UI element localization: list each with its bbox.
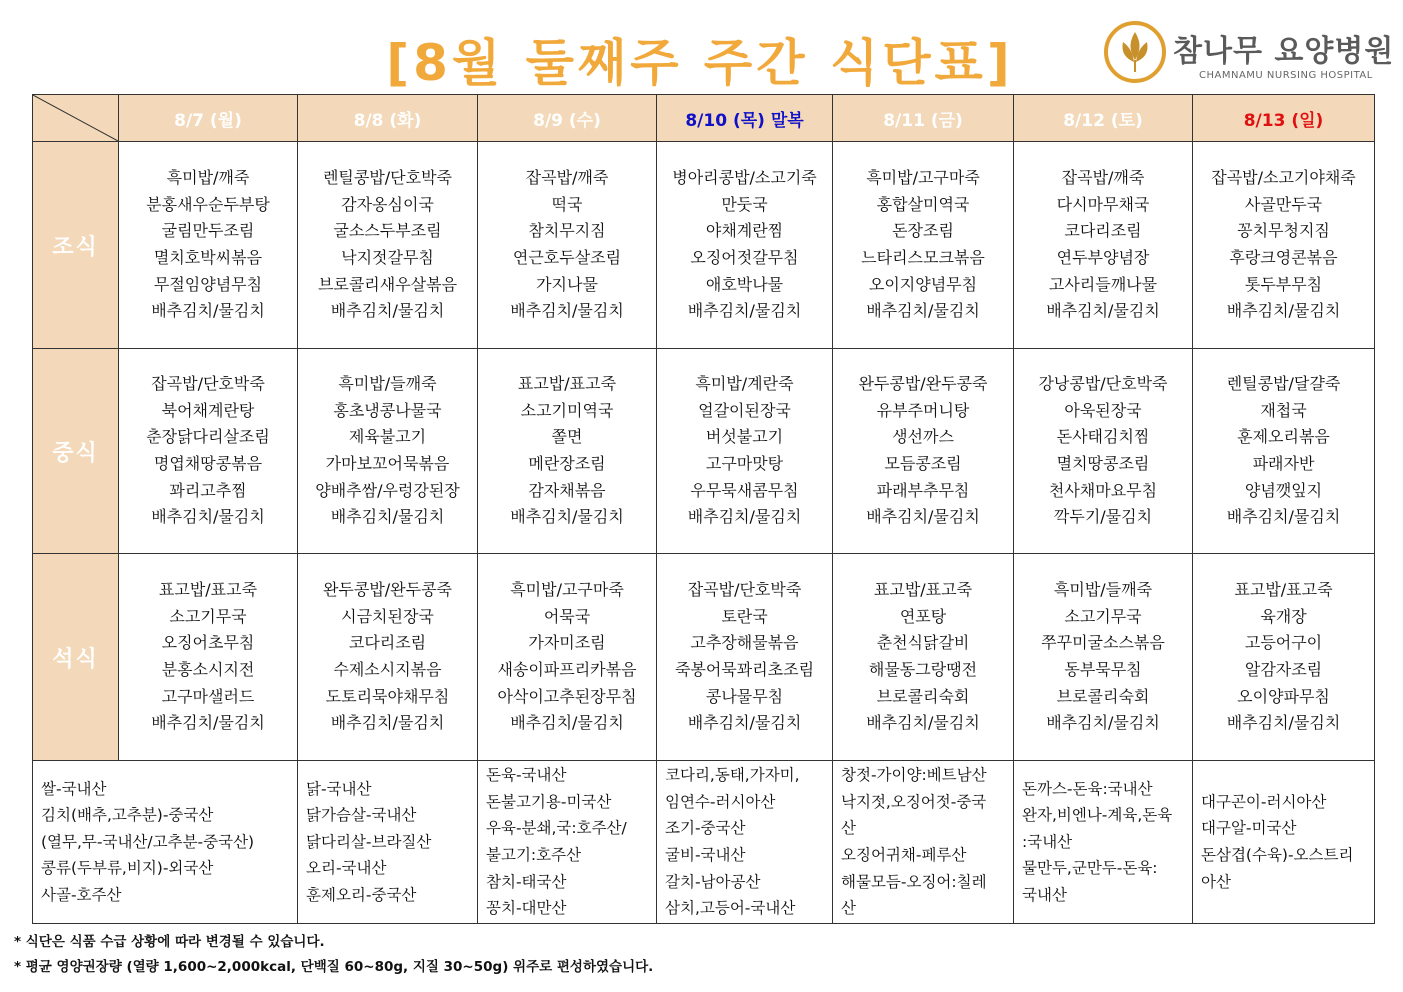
- menu-item: 흑미밥/계란죽: [695, 373, 794, 393]
- menu-item: 해물동그랑땡전: [868, 660, 978, 679]
- menu-item: 파래부추무침: [876, 480, 970, 500]
- menu-item: 시금치된장국: [341, 606, 434, 626]
- menu-cell: [657, 349, 833, 554]
- origin-line: 조기-중국산: [665, 819, 746, 838]
- menu-item: 오이지양념무침: [868, 274, 978, 294]
- origin-line: 돈삼겹(수육)-오스트리: [1201, 846, 1354, 864]
- origin-line: 훈제오리-중국산: [306, 885, 417, 904]
- origin-line: :국내산: [1022, 832, 1073, 851]
- menu-item: 배추김치/물김치: [510, 301, 624, 321]
- menu-item: 배추김치/물김치: [510, 507, 624, 527]
- origin-cell: [33, 761, 298, 924]
- menu-item: 새송이파프리카볶음: [497, 660, 637, 679]
- menu-item: 토란국: [721, 606, 768, 626]
- menu-item: 다시마무채국: [1056, 194, 1150, 214]
- origin-line: 임연수-러시아산: [665, 792, 776, 811]
- menu-item: 흑미밥/들깨죽: [1053, 579, 1153, 599]
- menu-item: 어묵국: [543, 606, 591, 626]
- menu-item: 동부묵무침: [1064, 660, 1142, 679]
- menu-cell: [119, 142, 298, 349]
- origin-line: 콩류(두부류,비지)-외국산: [41, 859, 214, 878]
- menu-item: 코다리조림: [348, 633, 427, 653]
- origin-line: 코다리,동태,가자미,: [665, 766, 800, 785]
- menu-item: 분홍새우순두부탕: [146, 194, 270, 214]
- menu-item: 배추김치/물김치: [1046, 301, 1160, 321]
- origin-cell: [657, 761, 833, 924]
- menu-item: 배추김치/물김치: [687, 507, 802, 527]
- day-header-fri: 8/11 (금): [833, 95, 1014, 142]
- origin-line: 산: [841, 819, 856, 838]
- menu-item: 가자미조림: [528, 633, 606, 653]
- day-header-sat: 8/12 (토): [1014, 95, 1193, 142]
- origin-line: 낙지젓,오징어젓-중국: [841, 792, 987, 811]
- menu-item: 낙지젓갈무침: [341, 248, 434, 267]
- origin-line: 불고기:호주산: [486, 846, 582, 864]
- menu-item: 고구마샐러드: [161, 686, 255, 706]
- menu-item: 춘장닭다리살조림: [146, 427, 270, 447]
- menu-item: 고사리들깨나물: [1048, 274, 1158, 294]
- footnotes: [14, 930, 653, 980]
- menu-item: 유부주머니탕: [876, 400, 970, 420]
- menu-item: 흑미밥/들깨죽: [338, 373, 437, 393]
- menu-item: 브로콜리숙회: [1056, 686, 1150, 706]
- menu-item: 배추김치/물김치: [866, 301, 980, 321]
- menu-item: 얼갈이된장국: [698, 400, 791, 420]
- menu-item: 명엽채땅콩볶음: [153, 454, 263, 473]
- origin-line: 국내산: [1022, 885, 1067, 904]
- menu-item: 굴림만두조림: [161, 221, 255, 241]
- menu-cell: [1014, 554, 1193, 761]
- menu-item: 배추김치/물김치: [866, 507, 980, 527]
- origin-cell: [833, 761, 1014, 924]
- origin-line: 물만두,군만두-돈육:: [1022, 859, 1158, 878]
- menu-item: 아삭이고추된장무침: [497, 686, 637, 706]
- menu-cell: [298, 142, 478, 349]
- menu-cell: [1193, 349, 1375, 554]
- menu-item: 배추김치/물김치: [330, 507, 445, 527]
- menu-item: 배추김치/물김치: [330, 301, 445, 321]
- menu-cell: [657, 554, 833, 761]
- page-title: [8월 둘째주 주간 식단표]: [386, 34, 1014, 92]
- menu-cell: [478, 554, 657, 761]
- menu-item: 브로콜리새우살볶음: [317, 274, 458, 294]
- menu-item: 감자옹심이국: [341, 194, 434, 214]
- menu-item: 톳두부무침: [1244, 274, 1323, 294]
- origin-cell: [298, 761, 478, 924]
- origin-line: 오리-국내산: [306, 859, 387, 878]
- origin-line: 해물모듬-오징어:칠레: [841, 872, 987, 891]
- menu-item: 가지나물: [536, 274, 598, 294]
- menu-item: 배추김치/물김치: [1226, 301, 1341, 321]
- menu-item: 꽁치무청지짐: [1237, 221, 1330, 241]
- menu-item: 배추김치/물김치: [1046, 713, 1160, 733]
- menu-item: 홍합살미역국: [876, 194, 970, 214]
- menu-item: 파래자반: [1252, 454, 1315, 473]
- day-header-tue: 8/8 (화): [298, 95, 478, 142]
- menu-item: 쭈꾸미굴소스볶음: [1041, 633, 1165, 653]
- day-header-row: [33, 95, 1375, 142]
- origin-line: 갈치-남아공산: [665, 872, 761, 891]
- menu-cell: [833, 349, 1014, 554]
- menu-cell: [478, 349, 657, 554]
- menu-item: 고구마맛탕: [705, 454, 784, 473]
- menu-item: 배추김치/물김치: [151, 507, 265, 527]
- menu-item: 잡곡밥/단호박죽: [687, 579, 802, 599]
- origin-line: 굴비-국내산: [665, 846, 746, 864]
- menu-item: 잡곡밥/깨죽: [525, 167, 609, 187]
- menu-cell: [478, 142, 657, 349]
- origin-line: 닭다리살-브라질산: [306, 832, 432, 851]
- origin-line: 오징어귀채-페루산: [841, 846, 967, 864]
- menu-item: 오징어젓갈무침: [690, 248, 799, 267]
- menu-item: 애호박나물: [705, 274, 784, 294]
- menu-item: 우무묵새콤무침: [690, 480, 799, 500]
- origin-line: 아산: [1201, 872, 1231, 891]
- menu-item: 후랑크영콘볶음: [1229, 248, 1338, 267]
- menu-item: 렌틸콩밥/단호박죽: [322, 167, 453, 187]
- menu-item: 홍초냉콩나물국: [333, 400, 442, 420]
- menu-item: 오이양파무침: [1237, 686, 1330, 706]
- menu-item: 참치무지짐: [528, 221, 606, 241]
- day-header-thu: 8/10 (목) 말복: [657, 95, 833, 142]
- menu-item: 사골만두국: [1244, 194, 1323, 214]
- meal-label: 조식: [33, 142, 119, 349]
- logo-name: 참나무 요양병원: [1173, 34, 1395, 69]
- menu-item: 완두콩밥/완두콩죽: [858, 373, 988, 393]
- meal-row-breakfast: [33, 142, 1375, 349]
- menu-item: 연포탕: [899, 606, 947, 626]
- menu-item: 연근호두살조림: [512, 248, 622, 267]
- menu-item: 흑미밥/깨죽: [166, 167, 250, 187]
- origin-line: 돈육-국내산: [486, 766, 567, 785]
- menu-item: 완두콩밥/완두콩죽: [322, 579, 453, 599]
- menu-cell: [1014, 142, 1193, 349]
- meal-label: 중식: [33, 349, 119, 554]
- menu-item: 제육불고기: [348, 427, 427, 447]
- origin-info-row: [33, 761, 1375, 924]
- menu-item: 죽봉어묵꽈리초조림: [674, 660, 815, 679]
- menu-item: 돈사태김치찜: [1056, 427, 1150, 447]
- menu-item: 배추김치/물김치: [151, 301, 265, 321]
- menu-item: 연두부양념장: [1056, 248, 1150, 267]
- origin-line: (열무,무-국내산/고추분-중국산): [41, 832, 255, 851]
- menu-item: 소고기미역국: [520, 400, 614, 420]
- origin-line: 우육-분쇄,국:호주산/: [486, 819, 627, 838]
- menu-item: 야채계란찜: [705, 221, 784, 241]
- menu-item: 북어채계란탕: [161, 400, 255, 420]
- origin-line: 창젓-가이양:베트남산: [841, 766, 987, 785]
- menu-item: 메란장조림: [528, 454, 606, 473]
- menu-item: 아욱된장국: [1064, 400, 1142, 420]
- menu-item: 잡곡밥/깨죽: [1061, 167, 1145, 187]
- menu-cell: [657, 142, 833, 349]
- menu-item: 렌틸콩밥/달걀죽: [1226, 373, 1341, 393]
- menu-item: 천사채마요무침: [1048, 480, 1158, 500]
- menu-cell: [298, 349, 478, 554]
- menu-item: 표고밥/표고죽: [517, 373, 617, 393]
- diagonal-divider-icon: [33, 95, 118, 141]
- menu-item: 소고기무국: [1064, 606, 1142, 626]
- origin-line: 대구알-미국산: [1201, 819, 1297, 838]
- origin-cell: [1014, 761, 1193, 924]
- menu-item: 흑미밥/고구마죽: [866, 167, 980, 187]
- menu-item: 배추김치/물김치: [330, 713, 445, 733]
- origin-line: 쌀-국내산: [41, 779, 107, 798]
- origin-line: 완자,비엔나-계육,돈육: [1022, 806, 1173, 825]
- meal-row-dinner: [33, 554, 1375, 761]
- menu-item: 쫄면: [551, 427, 583, 447]
- weekly-menu-table: [32, 94, 1375, 924]
- origin-line: 꽁치-대만산: [486, 899, 567, 918]
- menu-item: 코다리조림: [1064, 221, 1142, 241]
- day-header-sun: 8/13 (일): [1193, 95, 1375, 142]
- meal-label: 석식: [33, 554, 119, 761]
- menu-item: 배추김치/물김치: [1226, 713, 1341, 733]
- menu-item: 멸치땅콩조림: [1056, 454, 1150, 473]
- menu-item: 강낭콩밥/단호박죽: [1038, 373, 1168, 393]
- menu-item: 배추김치/물김치: [687, 301, 802, 321]
- hospital-logo: [1103, 20, 1395, 86]
- menu-item: 표고밥/표고죽: [1234, 579, 1333, 599]
- oak-leaf-logo-icon: [1103, 20, 1167, 84]
- menu-item: 춘천식닭갈비: [876, 633, 970, 653]
- origin-cell: [478, 761, 657, 924]
- menu-item: 고추장해물볶음: [690, 633, 799, 653]
- menu-item: 알감자조림: [1244, 660, 1323, 679]
- origin-line: 닭-국내산: [306, 779, 372, 798]
- menu-item: 가마보꼬어묵볶음: [325, 454, 450, 473]
- day-header-wed: 8/9 (수): [478, 95, 657, 142]
- origin-line: 김치(배추,고추분)-중국산: [41, 806, 214, 825]
- menu-item: 배추김치/물김치: [1226, 507, 1341, 527]
- menu-item: 훈제오리볶음: [1237, 427, 1330, 447]
- menu-cell: [833, 142, 1014, 349]
- menu-item: 꽈리고추찜: [169, 480, 247, 500]
- menu-cell: [298, 554, 478, 761]
- menu-item: 양념깻잎지: [1244, 480, 1323, 500]
- menu-item: 재첩국: [1260, 400, 1307, 420]
- menu-item: 수제소시지볶음: [333, 660, 442, 679]
- menu-item: 모듬콩조림: [884, 454, 962, 473]
- menu-item: 잡곡밥/단호박죽: [151, 373, 265, 393]
- menu-item: 흑미밥/고구마죽: [510, 579, 624, 599]
- origin-line: 사골-호주산: [41, 885, 122, 904]
- menu-item: 굴소스두부조림: [333, 221, 442, 241]
- menu-item: 만둣국: [721, 194, 768, 214]
- menu-item: 떡국: [551, 194, 583, 214]
- meal-row-lunch: [33, 349, 1375, 554]
- menu-item: 깍두기/물김치: [1053, 507, 1153, 527]
- day-header-mon: 8/7 (월): [119, 95, 298, 142]
- menu-item: 고등어구이: [1244, 633, 1323, 653]
- menu-cell: [1193, 142, 1375, 349]
- logo-subtitle: CHAMNAMU NURSING HOSPITAL: [1199, 70, 1373, 81]
- menu-item: 병아리콩밥/소고기죽: [672, 167, 817, 187]
- menu-cell: [119, 554, 298, 761]
- menu-item: 도토리묵야채무침: [325, 686, 450, 706]
- menu-item: 느타리스모크볶음: [861, 248, 985, 267]
- footnote: * 평균 영양권장량 (열량 1,600~2,000kcal, 단백질 60~80g, 지질 30~50g) 위주로 편성하였습니다.: [14, 959, 654, 975]
- origin-line: 삼치,고등어-국내산: [665, 899, 796, 918]
- origin-line: 대구곤이-러시아산: [1201, 792, 1327, 811]
- menu-cell: [1193, 554, 1375, 761]
- menu-item: 배추김치/물김치: [151, 713, 265, 733]
- menu-item: 양배추쌈/우렁강된장: [315, 480, 460, 500]
- menu-cell: [1014, 349, 1193, 554]
- menu-item: 배추김치/물김치: [510, 713, 624, 733]
- menu-item: 잡곡밥/소고기야채죽: [1211, 167, 1356, 187]
- menu-item: 표고밥/표고죽: [158, 579, 258, 599]
- origin-cell: [1193, 761, 1375, 924]
- corner-cell: [33, 95, 119, 142]
- origin-line: 돈까스-돈육:국내산: [1022, 779, 1153, 798]
- menu-cell: [119, 349, 298, 554]
- menu-item: 배추김치/물김치: [687, 713, 802, 733]
- menu-item: 무절임양념무침: [153, 274, 263, 294]
- menu-item: 오징어초무침: [161, 633, 255, 653]
- origin-line: 돈불고기용-미국산: [486, 792, 612, 811]
- menu-item: 멸치호박씨볶음: [153, 248, 263, 267]
- menu-item: 분홍소시지전: [161, 660, 255, 679]
- menu-item: 육개장: [1260, 606, 1307, 626]
- menu-item: 브로콜리숙회: [876, 686, 970, 706]
- menu-item: 표고밥/표고죽: [873, 579, 973, 599]
- menu-item: 콩나물무침: [705, 686, 784, 706]
- menu-item: 버섯불고기: [705, 427, 784, 447]
- origin-line: 닭가슴살-국내산: [306, 806, 417, 825]
- origin-line: 참치-태국산: [486, 872, 567, 891]
- menu-item: 감자채볶음: [528, 480, 606, 500]
- origin-line: 산: [841, 899, 856, 918]
- footnote: * 식단은 식품 수급 상황에 따라 변경될 수 있습니다.: [14, 934, 325, 950]
- menu-cell: [833, 554, 1014, 761]
- menu-item: 돈장조림: [892, 221, 954, 241]
- menu-item: 배추김치/물김치: [866, 713, 980, 733]
- menu-item: 소고기무국: [169, 606, 247, 626]
- menu-item: 생선까스: [892, 427, 954, 447]
